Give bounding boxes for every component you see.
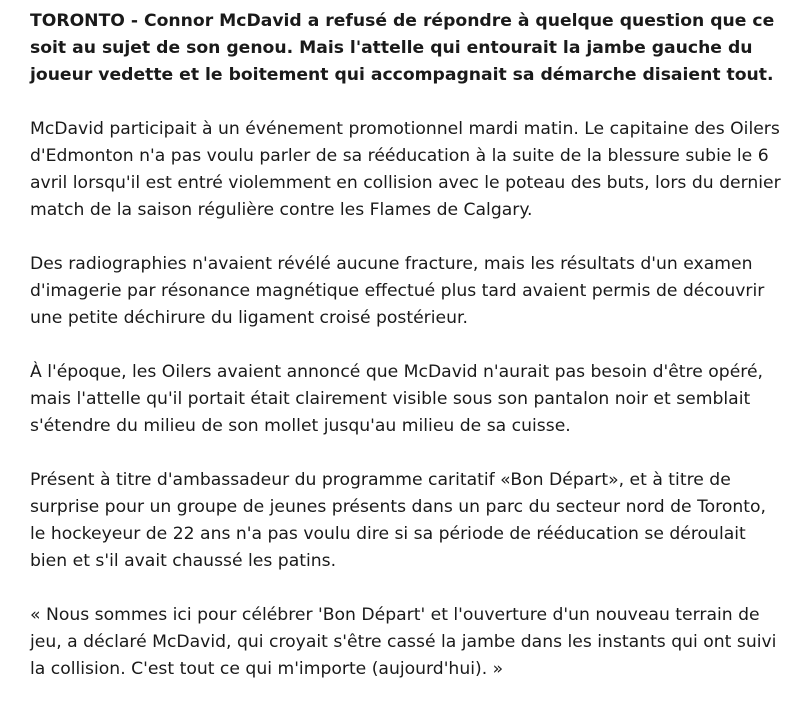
article-paragraph: Présent à titre d'ambassadeur du programme caritatif «Bon Départ», et à titre de surprise pour un groupe de jeunes présents dans un parc du secteur nord de Toronto, le hockeyeur de 22 ans n'a pas voulu dire si sa période de rééducation se déroulait bien et s'il avait chaussé les patins. (30, 470, 766, 571)
article-paragraph: À l'époque, les Oilers avaient annoncé que McDavid n'aurait pas besoin d'être opéré, mais l'attelle qu'il portait était clairement visible sous son pantalon noir et semblait s'étendre du milieu de son mollet jusqu'au milieu de sa cuisse. (30, 362, 764, 436)
article-lead: TORONTO - Connor McDavid a refusé de répondre à quelque question que ce soit au sujet de son genou. Mais l'attelle qui entourait la jambe gauche du joueur vedette et le boitement qui accompagnait sa démarche disaient tout. (30, 11, 775, 85)
article-paragraph: Des radiographies n'avaient révélé aucune fracture, mais les résultats d'un examen d'imagerie par résonance magnétique effectué plus tard avaient permis de découvrir une petite déchirure du ligament croisé postérieur. (30, 254, 765, 328)
article-paragraph: « Nous sommes ici pour célébrer 'Bon Départ' et l'ouverture d'un nouveau terrain de jeu, a déclaré McDavid, qui croyait s'être cassé la jambe dans les instants qui ont suivi la collision. C'est tout ce qui m'importe (aujourd'hui). » (30, 605, 777, 679)
article-body (30, 8, 782, 710)
article-paragraph: McDavid participait à un événement promotionnel mardi matin. Le capitaine des Oilers d'Edmonton n'a pas voulu parler de sa rééducation à la suite de la blessure subie le 6 avril lorsqu'il est entré violemment en collision avec le poteau des buts, lors du dernier match de la saison régulière contre les Flames de Calgary. (30, 119, 781, 220)
